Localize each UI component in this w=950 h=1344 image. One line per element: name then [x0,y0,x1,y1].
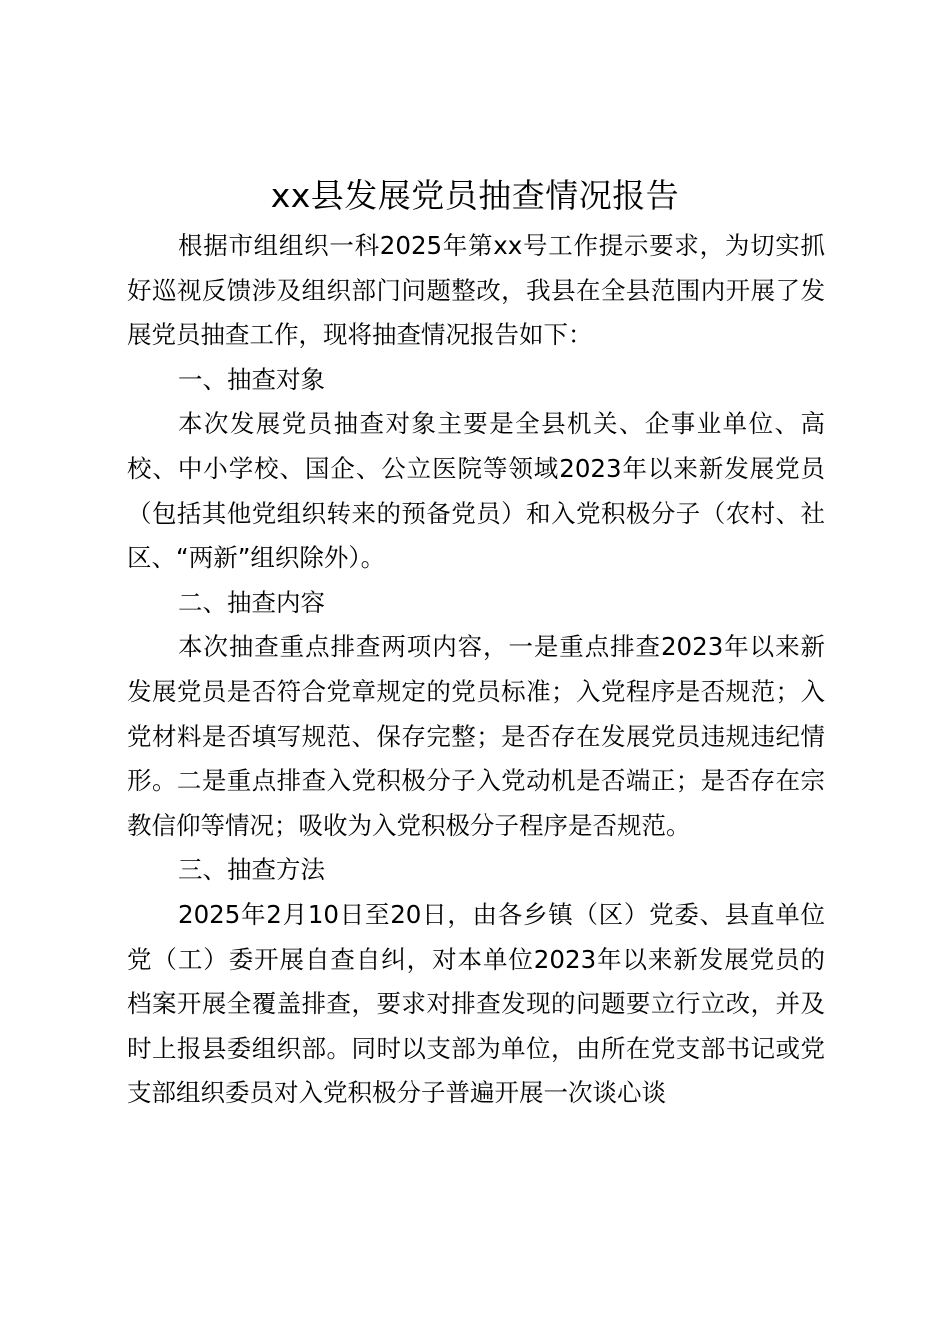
section-heading-3: 三、抽查方法 [178,855,325,885]
paragraph-section-1: 本次发展党员抽查对象主要是全县机关、企事业单位、高校、中小学校、国企、公立医院等领域2023年以来新发展党员（包括其他党组织转来的预备党员）和入党积极分子（农村、社区、“两新”组织除外）。 [127,409,825,573]
document-body [127,224,825,1116]
paragraph-intro: 根据市组组织一科2025年第xx号工作提示要求，为切实抓好巡视反馈涉及组织部门问题整改，我县在全县范围内开展了发展党员抽查工作，现将抽查情况报告如下： [127,231,825,350]
document-title: xx县发展党员抽查情况报告 [270,176,680,215]
paragraph-section-3: 2025年2月10日至20日，由各乡镇（区）党委、县直单位党（工）委开展自查自纠，对本单位2023年以来新发展党员的档案开展全覆盖排查，要求对排查发现的问题要立行立改，并及时上报县委组织部。同时以支部为单位，由所在党支部书记或党支部组织委员对入党积极分子普遍开展一次谈心谈 [127,899,825,1108]
paragraph-section-2: 本次抽查重点排查两项内容，一是重点排查2023年以来新发展党员是否符合党章规定的党员标准；入党程序是否规范；入党材料是否填写规范、保存完整；是否存在发展党员违规违纪情形。二是重点排查入党积极分子入党动机是否端正；是否存在宗教信仰等情况；吸收为入党积极分子程序是否规范。 [127,632,825,840]
section-heading-2: 二、抽查内容 [178,587,325,617]
section-heading-1: 一、抽查对象 [178,364,325,394]
